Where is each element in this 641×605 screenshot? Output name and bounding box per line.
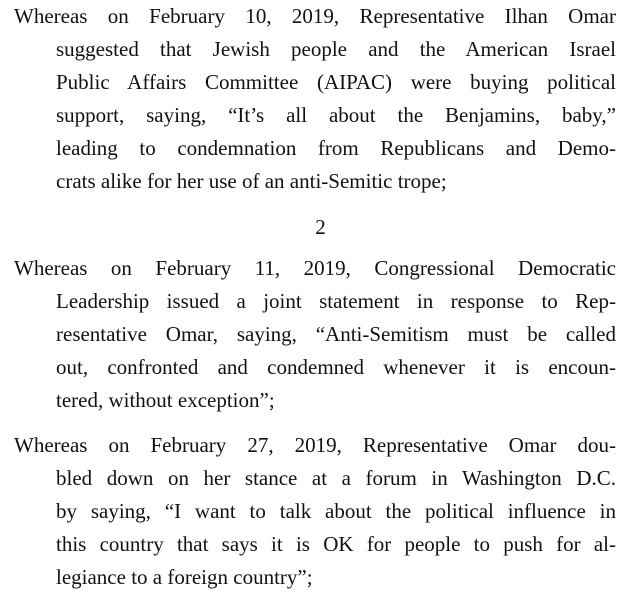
clause-line: crats alike for her use of an anti-Semitic trope;	[56, 169, 447, 193]
clause-line: Whereas on February 27, 2019, Representative Omar dou-	[14, 433, 616, 457]
clause-line: Public Affairs Committee (AIPAC) were buying political	[56, 70, 616, 94]
clause-line: Leadership issued a joint statement in response to Rep-	[56, 289, 616, 313]
clause-line: resentative Omar, saying, “Anti-Semitism must be called	[56, 322, 616, 346]
clause-line: tered, without exception”;	[56, 388, 275, 412]
clause-line: out, confronted and condemned whenever it is encoun-	[56, 355, 616, 379]
clause-line: by saying, “I want to talk about the political influence in	[56, 499, 616, 523]
page-number: 2	[315, 215, 326, 239]
clause-line: support, saying, “It’s all about the Benjamins, baby,”	[56, 103, 616, 127]
whereas-clause-feb-11	[14, 252, 616, 417]
clause-line: bled down on her stance at a forum in Washington D.C.	[56, 466, 616, 490]
whereas-clause-feb-10	[14, 0, 616, 198]
clause-line: suggested that Jewish people and the American Israel	[56, 37, 616, 61]
clause-line: Whereas on February 11, 2019, Congressional Democratic	[14, 256, 616, 280]
whereas-clause-feb-27	[14, 429, 616, 594]
clause-line: legiance to a foreign country”;	[56, 565, 313, 589]
clause-line: Whereas on February 10, 2019, Representative Ilhan Omar	[14, 4, 616, 28]
clause-line: this country that says it is OK for people to push for al-	[56, 532, 616, 556]
clause-line: leading to condemnation from Republicans and Demo-	[56, 136, 616, 160]
